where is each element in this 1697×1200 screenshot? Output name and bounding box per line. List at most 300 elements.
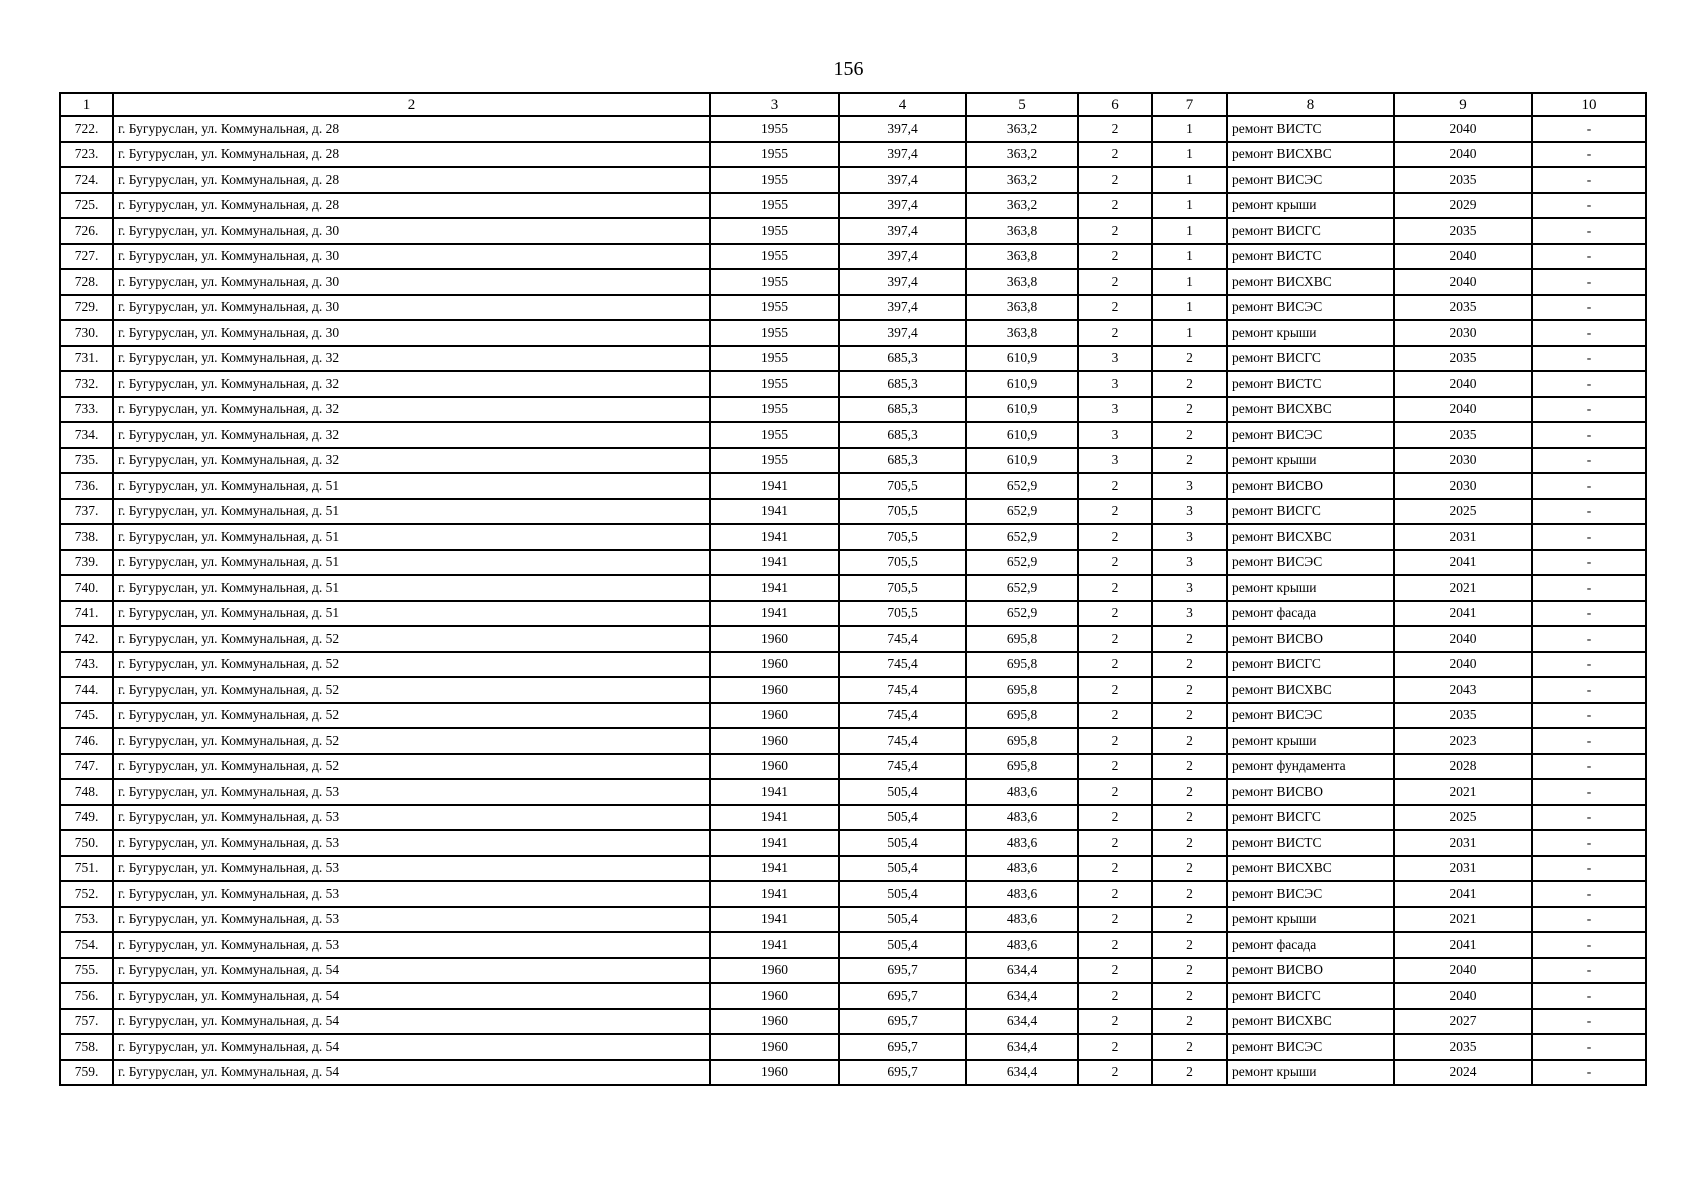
cell-col-9: 2040 (1394, 269, 1532, 295)
table-row (60, 728, 1646, 754)
cell-col-10: - (1532, 422, 1646, 448)
cell-col-1: 757. (60, 1009, 113, 1035)
cell-col-3: 1955 (710, 295, 839, 321)
cell-col-9: 2035 (1394, 703, 1532, 729)
cell-col-4: 695,7 (839, 1009, 966, 1035)
cell-col-9: 2021 (1394, 907, 1532, 933)
cell-col-1: 752. (60, 881, 113, 907)
cell-col-6: 2 (1078, 907, 1152, 933)
cell-col-3: 1941 (710, 805, 839, 831)
cell-col-1: 736. (60, 473, 113, 499)
cell-col-4: 397,4 (839, 116, 966, 142)
cell-col-4: 505,4 (839, 881, 966, 907)
cell-col-1: 735. (60, 448, 113, 474)
cell-col-1: 749. (60, 805, 113, 831)
column-header-4: 4 (839, 93, 966, 116)
cell-col-7: 2 (1152, 932, 1227, 958)
cell-col-3: 1955 (710, 448, 839, 474)
cell-col-9: 2035 (1394, 218, 1532, 244)
cell-col-6: 3 (1078, 422, 1152, 448)
cell-col-8: ремонт фасада (1227, 932, 1394, 958)
cell-col-6: 2 (1078, 244, 1152, 270)
cell-col-3: 1955 (710, 244, 839, 270)
cell-col-8: ремонт крыши (1227, 575, 1394, 601)
cell-col-4: 505,4 (839, 805, 966, 831)
cell-col-10: - (1532, 703, 1646, 729)
cell-col-1: 747. (60, 754, 113, 780)
cell-col-10: - (1532, 397, 1646, 423)
cell-col-10: - (1532, 499, 1646, 525)
cell-col-6: 2 (1078, 575, 1152, 601)
cell-col-9: 2021 (1394, 779, 1532, 805)
cell-col-8: ремонт крыши (1227, 320, 1394, 346)
cell-col-8: ремонт ВИСХВС (1227, 677, 1394, 703)
cell-col-5: 483,6 (966, 805, 1078, 831)
cell-col-8: ремонт ВИСХВС (1227, 269, 1394, 295)
cell-col-6: 2 (1078, 983, 1152, 1009)
cell-col-3: 1941 (710, 524, 839, 550)
cell-col-3: 1941 (710, 881, 839, 907)
cell-col-9: 2030 (1394, 320, 1532, 346)
cell-col-10: - (1532, 167, 1646, 193)
cell-col-5: 695,8 (966, 703, 1078, 729)
cell-col-10: - (1532, 193, 1646, 219)
cell-col-1: 742. (60, 626, 113, 652)
cell-col-6: 2 (1078, 1034, 1152, 1060)
cell-col-6: 3 (1078, 371, 1152, 397)
table-row (60, 932, 1646, 958)
cell-col-1: 755. (60, 958, 113, 984)
cell-col-1: 733. (60, 397, 113, 423)
cell-col-1: 753. (60, 907, 113, 933)
cell-col-10: - (1532, 805, 1646, 831)
cell-col-7: 1 (1152, 320, 1227, 346)
cell-col-10: - (1532, 907, 1646, 933)
cell-col-3: 1960 (710, 677, 839, 703)
table-row (60, 652, 1646, 678)
cell-col-4: 397,4 (839, 320, 966, 346)
cell-col-5: 363,8 (966, 244, 1078, 270)
cell-col-2: г. Бугуруслан, ул. Коммунальная, д. 53 (113, 779, 710, 805)
cell-col-2: г. Бугуруслан, ул. Коммунальная, д. 52 (113, 626, 710, 652)
cell-col-3: 1955 (710, 193, 839, 219)
cell-col-7: 2 (1152, 881, 1227, 907)
table-row (60, 830, 1646, 856)
cell-col-7: 2 (1152, 907, 1227, 933)
cell-col-4: 705,5 (839, 524, 966, 550)
cell-col-4: 505,4 (839, 779, 966, 805)
cell-col-10: - (1532, 626, 1646, 652)
cell-col-9: 2023 (1394, 728, 1532, 754)
cell-col-2: г. Бугуруслан, ул. Коммунальная, д. 32 (113, 346, 710, 372)
cell-col-2: г. Бугуруслан, ул. Коммунальная, д. 28 (113, 193, 710, 219)
cell-col-7: 1 (1152, 295, 1227, 321)
cell-col-3: 1955 (710, 218, 839, 244)
cell-col-8: ремонт ВИСХВС (1227, 856, 1394, 882)
cell-col-1: 740. (60, 575, 113, 601)
cell-col-9: 2025 (1394, 499, 1532, 525)
cell-col-8: ремонт ВИСГС (1227, 499, 1394, 525)
cell-col-6: 3 (1078, 448, 1152, 474)
cell-col-2: г. Бугуруслан, ул. Коммунальная, д. 51 (113, 499, 710, 525)
cell-col-2: г. Бугуруслан, ул. Коммунальная, д. 28 (113, 167, 710, 193)
cell-col-6: 2 (1078, 856, 1152, 882)
cell-col-8: ремонт фундамента (1227, 754, 1394, 780)
cell-col-2: г. Бугуруслан, ул. Коммунальная, д. 53 (113, 805, 710, 831)
cell-col-7: 2 (1152, 728, 1227, 754)
cell-col-7: 1 (1152, 193, 1227, 219)
cell-col-1: 723. (60, 142, 113, 168)
cell-col-6: 2 (1078, 499, 1152, 525)
cell-col-1: 744. (60, 677, 113, 703)
cell-col-5: 483,6 (966, 932, 1078, 958)
cell-col-9: 2035 (1394, 346, 1532, 372)
cell-col-3: 1955 (710, 167, 839, 193)
cell-col-10: - (1532, 1034, 1646, 1060)
cell-col-10: - (1532, 856, 1646, 882)
cell-col-5: 483,6 (966, 779, 1078, 805)
data-table (59, 92, 1647, 1086)
cell-col-2: г. Бугуруслан, ул. Коммунальная, д. 54 (113, 958, 710, 984)
column-header-7: 7 (1152, 93, 1227, 116)
cell-col-3: 1941 (710, 830, 839, 856)
cell-col-2: г. Бугуруслан, ул. Коммунальная, д. 30 (113, 295, 710, 321)
cell-col-5: 634,4 (966, 983, 1078, 1009)
cell-col-5: 652,9 (966, 575, 1078, 601)
cell-col-10: - (1532, 932, 1646, 958)
cell-col-7: 3 (1152, 473, 1227, 499)
cell-col-2: г. Бугуруслан, ул. Коммунальная, д. 51 (113, 575, 710, 601)
cell-col-9: 2035 (1394, 422, 1532, 448)
cell-col-5: 652,9 (966, 550, 1078, 576)
cell-col-4: 705,5 (839, 575, 966, 601)
cell-col-3: 1960 (710, 626, 839, 652)
cell-col-7: 2 (1152, 422, 1227, 448)
cell-col-4: 397,4 (839, 218, 966, 244)
cell-col-5: 610,9 (966, 448, 1078, 474)
cell-col-10: - (1532, 601, 1646, 627)
cell-col-6: 2 (1078, 728, 1152, 754)
cell-col-4: 745,4 (839, 626, 966, 652)
cell-col-2: г. Бугуруслан, ул. Коммунальная, д. 30 (113, 269, 710, 295)
cell-col-2: г. Бугуруслан, ул. Коммунальная, д. 28 (113, 116, 710, 142)
cell-col-1: 728. (60, 269, 113, 295)
cell-col-3: 1941 (710, 499, 839, 525)
cell-col-8: ремонт ВИСХВС (1227, 1009, 1394, 1035)
cell-col-5: 695,8 (966, 754, 1078, 780)
table-row (60, 244, 1646, 270)
cell-col-5: 652,9 (966, 524, 1078, 550)
cell-col-8: ремонт ВИСТС (1227, 830, 1394, 856)
column-header-3: 3 (710, 93, 839, 116)
cell-col-6: 2 (1078, 550, 1152, 576)
cell-col-3: 1960 (710, 703, 839, 729)
cell-col-3: 1955 (710, 422, 839, 448)
cell-col-5: 634,4 (966, 1034, 1078, 1060)
cell-col-9: 2040 (1394, 116, 1532, 142)
cell-col-5: 634,4 (966, 958, 1078, 984)
cell-col-3: 1960 (710, 728, 839, 754)
cell-col-3: 1960 (710, 1009, 839, 1035)
table-header (60, 93, 1646, 116)
table-row (60, 983, 1646, 1009)
cell-col-7: 1 (1152, 244, 1227, 270)
cell-col-9: 2027 (1394, 1009, 1532, 1035)
cell-col-9: 2035 (1394, 1034, 1532, 1060)
cell-col-10: - (1532, 652, 1646, 678)
table-row (60, 703, 1646, 729)
cell-col-1: 756. (60, 983, 113, 1009)
cell-col-5: 363,2 (966, 142, 1078, 168)
cell-col-6: 2 (1078, 958, 1152, 984)
cell-col-8: ремонт ВИСЭС (1227, 1034, 1394, 1060)
cell-col-1: 746. (60, 728, 113, 754)
cell-col-5: 483,6 (966, 881, 1078, 907)
cell-col-2: г. Бугуруслан, ул. Коммунальная, д. 52 (113, 703, 710, 729)
cell-col-3: 1960 (710, 652, 839, 678)
cell-col-8: ремонт крыши (1227, 193, 1394, 219)
cell-col-1: 739. (60, 550, 113, 576)
cell-col-2: г. Бугуруслан, ул. Коммунальная, д. 53 (113, 932, 710, 958)
cell-col-4: 685,3 (839, 422, 966, 448)
cell-col-6: 2 (1078, 142, 1152, 168)
header-row (60, 93, 1646, 116)
cell-col-10: - (1532, 575, 1646, 601)
cell-col-5: 652,9 (966, 499, 1078, 525)
cell-col-5: 695,8 (966, 728, 1078, 754)
cell-col-10: - (1532, 269, 1646, 295)
cell-col-6: 2 (1078, 1009, 1152, 1035)
cell-col-5: 363,8 (966, 269, 1078, 295)
table-row (60, 346, 1646, 372)
cell-col-5: 363,2 (966, 193, 1078, 219)
cell-col-7: 2 (1152, 1009, 1227, 1035)
cell-col-8: ремонт ВИСВО (1227, 958, 1394, 984)
cell-col-2: г. Бугуруслан, ул. Коммунальная, д. 52 (113, 728, 710, 754)
table-row (60, 448, 1646, 474)
cell-col-5: 634,4 (966, 1009, 1078, 1035)
table-row (60, 167, 1646, 193)
cell-col-10: - (1532, 524, 1646, 550)
cell-col-7: 2 (1152, 371, 1227, 397)
cell-col-10: - (1532, 550, 1646, 576)
cell-col-8: ремонт ВИСВО (1227, 626, 1394, 652)
cell-col-2: г. Бугуруслан, ул. Коммунальная, д. 30 (113, 244, 710, 270)
cell-col-4: 745,4 (839, 754, 966, 780)
cell-col-6: 2 (1078, 754, 1152, 780)
cell-col-9: 2040 (1394, 142, 1532, 168)
cell-col-6: 2 (1078, 193, 1152, 219)
cell-col-8: ремонт ВИСГС (1227, 218, 1394, 244)
cell-col-4: 695,7 (839, 1060, 966, 1086)
cell-col-5: 483,6 (966, 907, 1078, 933)
cell-col-9: 2040 (1394, 244, 1532, 270)
cell-col-4: 705,5 (839, 601, 966, 627)
cell-col-8: ремонт ВИСЭС (1227, 422, 1394, 448)
cell-col-6: 3 (1078, 346, 1152, 372)
cell-col-6: 2 (1078, 703, 1152, 729)
cell-col-10: - (1532, 1060, 1646, 1086)
cell-col-3: 1955 (710, 116, 839, 142)
column-header-9: 9 (1394, 93, 1532, 116)
cell-col-9: 2025 (1394, 805, 1532, 831)
cell-col-1: 730. (60, 320, 113, 346)
cell-col-9: 2040 (1394, 958, 1532, 984)
cell-col-2: г. Бугуруслан, ул. Коммунальная, д. 32 (113, 422, 710, 448)
cell-col-2: г. Бугуруслан, ул. Коммунальная, д. 53 (113, 856, 710, 882)
cell-col-5: 363,8 (966, 295, 1078, 321)
cell-col-7: 1 (1152, 142, 1227, 168)
cell-col-7: 2 (1152, 1060, 1227, 1086)
cell-col-8: ремонт крыши (1227, 728, 1394, 754)
cell-col-7: 3 (1152, 601, 1227, 627)
table-row (60, 626, 1646, 652)
cell-col-9: 2035 (1394, 167, 1532, 193)
cell-col-3: 1941 (710, 856, 839, 882)
cell-col-5: 652,9 (966, 601, 1078, 627)
cell-col-10: - (1532, 244, 1646, 270)
cell-col-1: 758. (60, 1034, 113, 1060)
cell-col-7: 1 (1152, 269, 1227, 295)
cell-col-1: 748. (60, 779, 113, 805)
cell-col-7: 2 (1152, 805, 1227, 831)
cell-col-4: 695,7 (839, 1034, 966, 1060)
cell-col-7: 2 (1152, 652, 1227, 678)
cell-col-2: г. Бугуруслан, ул. Коммунальная, д. 54 (113, 1034, 710, 1060)
cell-col-7: 2 (1152, 1034, 1227, 1060)
cell-col-8: ремонт ВИСЭС (1227, 881, 1394, 907)
table-row (60, 116, 1646, 142)
column-header-1: 1 (60, 93, 113, 116)
column-header-10: 10 (1532, 93, 1646, 116)
cell-col-8: ремонт ВИСТС (1227, 371, 1394, 397)
cell-col-9: 2031 (1394, 830, 1532, 856)
cell-col-4: 685,3 (839, 448, 966, 474)
cell-col-2: г. Бугуруслан, ул. Коммунальная, д. 54 (113, 983, 710, 1009)
cell-col-10: - (1532, 371, 1646, 397)
cell-col-2: г. Бугуруслан, ул. Коммунальная, д. 53 (113, 907, 710, 933)
cell-col-10: - (1532, 754, 1646, 780)
cell-col-7: 2 (1152, 626, 1227, 652)
cell-col-3: 1960 (710, 1034, 839, 1060)
table-row (60, 269, 1646, 295)
cell-col-6: 2 (1078, 295, 1152, 321)
cell-col-4: 705,5 (839, 550, 966, 576)
cell-col-3: 1960 (710, 754, 839, 780)
cell-col-1: 737. (60, 499, 113, 525)
cell-col-7: 2 (1152, 448, 1227, 474)
cell-col-6: 2 (1078, 320, 1152, 346)
cell-col-8: ремонт ВИСЭС (1227, 703, 1394, 729)
cell-col-4: 397,4 (839, 167, 966, 193)
table-row (60, 907, 1646, 933)
cell-col-8: ремонт ВИСТС (1227, 244, 1394, 270)
cell-col-4: 397,4 (839, 244, 966, 270)
cell-col-6: 2 (1078, 805, 1152, 831)
table-body (60, 116, 1646, 1085)
cell-col-9: 2028 (1394, 754, 1532, 780)
cell-col-3: 1941 (710, 907, 839, 933)
cell-col-8: ремонт ВИСХВС (1227, 142, 1394, 168)
cell-col-8: ремонт ВИСХВС (1227, 397, 1394, 423)
cell-col-7: 1 (1152, 218, 1227, 244)
cell-col-3: 1960 (710, 983, 839, 1009)
cell-col-4: 397,4 (839, 193, 966, 219)
table-row (60, 601, 1646, 627)
cell-col-10: - (1532, 346, 1646, 372)
cell-col-1: 754. (60, 932, 113, 958)
cell-col-7: 3 (1152, 550, 1227, 576)
cell-col-5: 610,9 (966, 397, 1078, 423)
cell-col-5: 695,8 (966, 652, 1078, 678)
cell-col-9: 2040 (1394, 371, 1532, 397)
cell-col-1: 751. (60, 856, 113, 882)
table-row (60, 142, 1646, 168)
cell-col-7: 1 (1152, 116, 1227, 142)
cell-col-4: 685,3 (839, 397, 966, 423)
cell-col-7: 2 (1152, 983, 1227, 1009)
cell-col-7: 2 (1152, 856, 1227, 882)
cell-col-6: 2 (1078, 830, 1152, 856)
cell-col-3: 1955 (710, 269, 839, 295)
cell-col-3: 1941 (710, 601, 839, 627)
cell-col-4: 397,4 (839, 142, 966, 168)
cell-col-4: 397,4 (839, 295, 966, 321)
cell-col-2: г. Бугуруслан, ул. Коммунальная, д. 51 (113, 473, 710, 499)
cell-col-4: 695,7 (839, 983, 966, 1009)
cell-col-3: 1941 (710, 779, 839, 805)
cell-col-5: 363,8 (966, 218, 1078, 244)
cell-col-1: 738. (60, 524, 113, 550)
cell-col-8: ремонт ВИСЭС (1227, 550, 1394, 576)
cell-col-10: - (1532, 142, 1646, 168)
cell-col-6: 2 (1078, 677, 1152, 703)
cell-col-4: 685,3 (839, 346, 966, 372)
cell-col-1: 741. (60, 601, 113, 627)
table-row (60, 499, 1646, 525)
cell-col-1: 725. (60, 193, 113, 219)
cell-col-8: ремонт ВИСГС (1227, 805, 1394, 831)
cell-col-8: ремонт ВИСЭС (1227, 295, 1394, 321)
cell-col-8: ремонт ВИСГС (1227, 983, 1394, 1009)
cell-col-4: 505,4 (839, 830, 966, 856)
cell-col-7: 3 (1152, 499, 1227, 525)
cell-col-2: г. Бугуруслан, ул. Коммунальная, д. 30 (113, 320, 710, 346)
cell-col-8: ремонт ВИСВО (1227, 473, 1394, 499)
cell-col-6: 2 (1078, 932, 1152, 958)
table-row (60, 320, 1646, 346)
cell-col-2: г. Бугуруслан, ул. Коммунальная, д. 53 (113, 830, 710, 856)
cell-col-4: 505,4 (839, 856, 966, 882)
cell-col-9: 2040 (1394, 626, 1532, 652)
cell-col-4: 397,4 (839, 269, 966, 295)
cell-col-7: 2 (1152, 779, 1227, 805)
cell-col-10: - (1532, 320, 1646, 346)
cell-col-3: 1955 (710, 142, 839, 168)
cell-col-4: 745,4 (839, 677, 966, 703)
cell-col-8: ремонт крыши (1227, 907, 1394, 933)
cell-col-8: ремонт крыши (1227, 448, 1394, 474)
cell-col-9: 2030 (1394, 473, 1532, 499)
cell-col-5: 610,9 (966, 346, 1078, 372)
cell-col-2: г. Бугуруслан, ул. Коммунальная, д. 32 (113, 371, 710, 397)
cell-col-6: 2 (1078, 1060, 1152, 1086)
cell-col-9: 2041 (1394, 881, 1532, 907)
cell-col-6: 2 (1078, 116, 1152, 142)
table-row (60, 805, 1646, 831)
cell-col-1: 729. (60, 295, 113, 321)
cell-col-5: 363,2 (966, 116, 1078, 142)
